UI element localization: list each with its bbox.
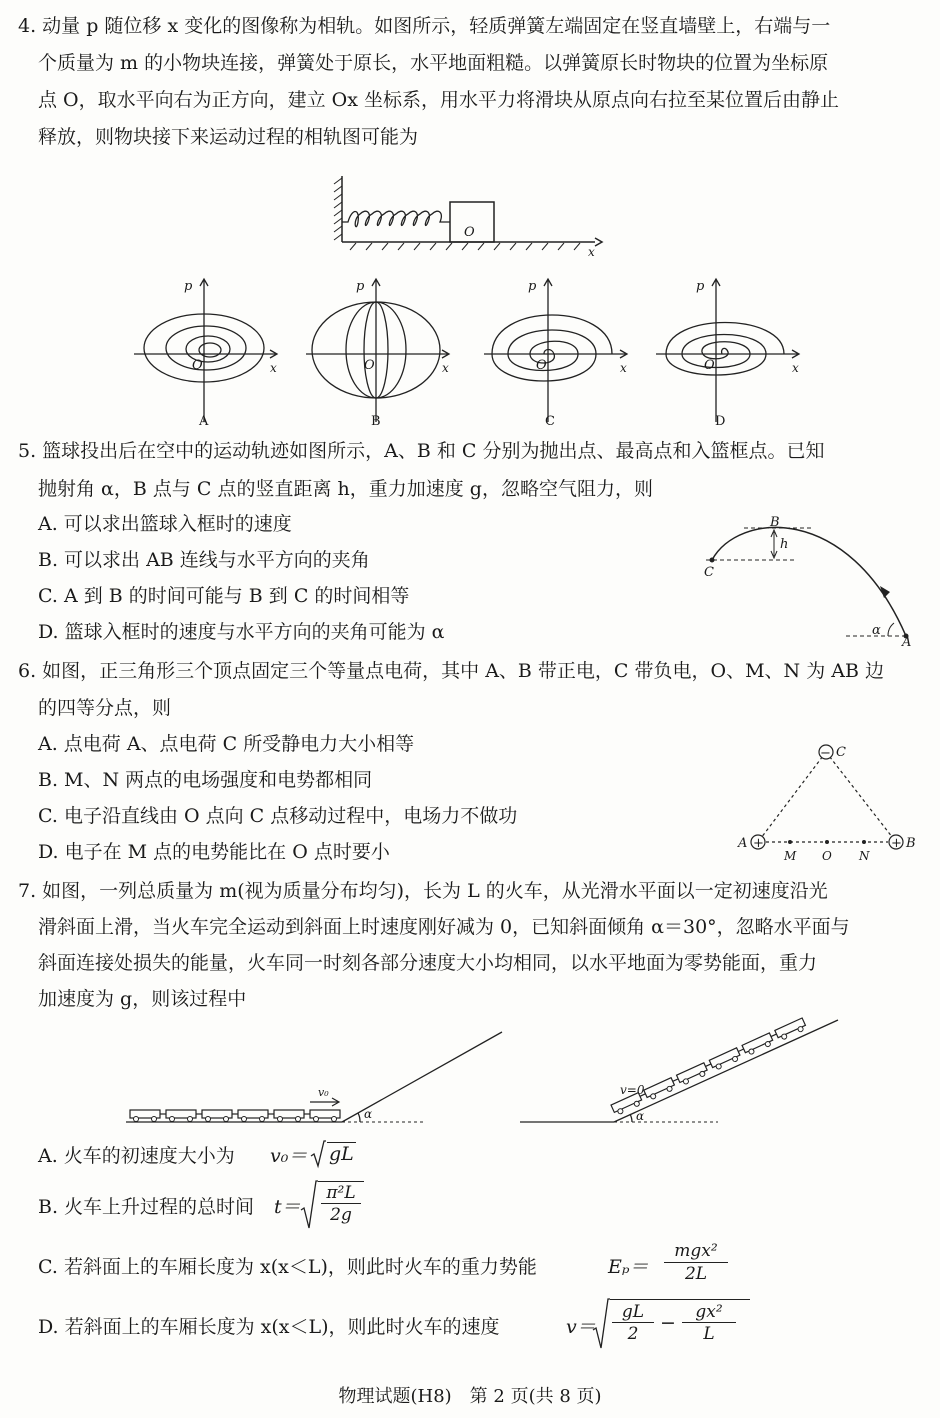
q7-option-a-radicand: gL bbox=[329, 1143, 354, 1165]
graph-a-origin: O bbox=[192, 358, 203, 373]
q5-option-a: A. 可以求出篮球入框时的速度 bbox=[38, 513, 292, 535]
q7-option-b-lhs: t＝ bbox=[274, 1196, 301, 1218]
spring-block-figure bbox=[330, 170, 620, 260]
graph-a-p-label: p bbox=[184, 279, 193, 294]
q7-option-d-lhs: v＝ bbox=[566, 1316, 596, 1338]
q5-option-c: C. A 到 B 的时间可能与 B 到 C 的时间相等 bbox=[38, 585, 410, 607]
phase-graph-b bbox=[300, 272, 460, 432]
velocity-arrow bbox=[310, 1098, 339, 1106]
point-n bbox=[862, 840, 866, 844]
option-a-label: A bbox=[199, 414, 209, 429]
graph-b-p-label: p bbox=[356, 279, 365, 294]
train-final-figure bbox=[518, 1014, 842, 1130]
v-zero-label: v=0 bbox=[620, 1083, 645, 1097]
train-cars bbox=[130, 1110, 340, 1118]
q7-option-d-radicand bbox=[610, 1299, 750, 1350]
basketball-trajectory-figure bbox=[698, 512, 920, 648]
spring bbox=[342, 211, 450, 227]
q5-option-b: B. 可以求出 AB 连线与水平方向的夹角 bbox=[38, 549, 370, 571]
q7-option-d-fraction-1 bbox=[612, 1302, 654, 1345]
q7-option-d-minus: − bbox=[660, 1312, 676, 1334]
option-c-label: C bbox=[545, 414, 555, 429]
q7-option-b-denominator: 2g bbox=[330, 1205, 352, 1225]
label-c: C bbox=[836, 745, 846, 760]
q7-option-d-den-1: 2 bbox=[627, 1324, 639, 1344]
q7-option-c-numerator: mgx² bbox=[664, 1240, 728, 1263]
q4-line-2: 个质量为 m 的小物块连接，弹簧处于原长，水平地面粗糙。以弹簧原长时物块的位置为坐标原 bbox=[38, 52, 829, 74]
graph-c-x-label: x bbox=[620, 361, 627, 375]
q7-option-a-text: A. 火车的初速度大小为 bbox=[38, 1145, 235, 1167]
graph-a-x-label: x bbox=[270, 361, 277, 375]
q7-option-d-num-1: gL bbox=[612, 1302, 654, 1323]
train-initial-figure bbox=[124, 1028, 504, 1130]
radical-sign bbox=[592, 1298, 610, 1350]
page-footer: 物理试题(H8) 第 2 页(共 8 页) bbox=[338, 1386, 602, 1407]
phase-graph-a bbox=[128, 272, 288, 432]
q7-option-c-lhs: Eₚ＝ bbox=[608, 1256, 649, 1278]
alpha-label-left: α bbox=[364, 1107, 373, 1121]
q6-line-1: 6. 如图，正三角形三个顶点固定三个等量点电荷，其中 A、B 带正电，C 带负电，O、M、N 为 AB 边 bbox=[18, 660, 884, 682]
fig-x-label: x bbox=[588, 245, 595, 259]
label-a: A bbox=[738, 836, 748, 851]
radical-sign bbox=[310, 1140, 326, 1168]
q7-line-1: 7. 如图，一列总质量为 m(视为质量分布均匀)，长为 L 的火车，从光滑水平面以一定初速度沿光 bbox=[18, 880, 828, 902]
q4-line-4: 释放，则物块接下来运动过程的相轨图可能为 bbox=[38, 126, 419, 148]
fig-origin-label: O bbox=[464, 225, 475, 240]
q5-option-d: D. 篮球入框时的速度与水平方向的夹角可能为 α bbox=[38, 621, 445, 643]
q7-option-b-radicand bbox=[318, 1181, 364, 1226]
charge-c-sign: − bbox=[820, 746, 831, 761]
q6-option-b: B. M、N 两点的电场强度和电势都相同 bbox=[38, 769, 373, 791]
label-n: N bbox=[859, 849, 870, 863]
alpha-label-right: α bbox=[636, 1109, 645, 1123]
q4-line-3: 点 O，取水平向右为正方向，建立 Ox 坐标系，用水平力将滑块从原点向右拉至某位置后由静止 bbox=[38, 89, 839, 111]
train-cars-on-slope bbox=[611, 1018, 807, 1116]
label-b: B bbox=[770, 515, 780, 530]
q6-line-2: 的四等分点，则 bbox=[38, 697, 172, 719]
radical-sign bbox=[300, 1180, 318, 1230]
option-d-label: D bbox=[715, 414, 726, 429]
charge-b-sign: + bbox=[891, 836, 902, 851]
label-c: C bbox=[704, 565, 714, 580]
triangle-charges-figure bbox=[734, 740, 924, 868]
q7-option-d-num-2: gx² bbox=[682, 1302, 736, 1323]
graph-d-x-label: x bbox=[792, 361, 799, 375]
label-a: A bbox=[902, 635, 912, 650]
charge-a-sign: + bbox=[753, 836, 764, 851]
q5-line-1: 5. 篮球投出后在空中的运动轨迹如图所示，A、B 和 C 分别为抛出点、最高点和入篮框点。已知 bbox=[18, 440, 825, 462]
q6-option-d: D. 电子在 M 点的电势能比在 O 点时要小 bbox=[38, 841, 390, 863]
q7-option-c-fraction bbox=[664, 1240, 728, 1285]
option-b-label: B bbox=[371, 414, 381, 429]
label-b: B bbox=[906, 836, 916, 851]
graph-b-origin: O bbox=[364, 358, 375, 373]
trajectory-curve bbox=[712, 527, 906, 636]
graph-d-p-label: p bbox=[696, 279, 705, 294]
v0-label: v₀ bbox=[318, 1086, 329, 1099]
label-h: h bbox=[780, 537, 789, 552]
label-o: O bbox=[822, 849, 832, 863]
graph-d-origin: O bbox=[704, 358, 715, 373]
label-alpha: α bbox=[872, 623, 881, 638]
q4-line-1: 4. 动量 p 随位移 x 变化的图像称为相轨。如图所示，轻质弹簧左端固定在竖直墙壁上，右端与一 bbox=[18, 15, 831, 37]
point-m bbox=[788, 840, 792, 844]
graph-c-origin: O bbox=[536, 358, 547, 373]
q7-line-2: 滑斜面上滑，当火车完全运动到斜面上时速度刚好减为 0，已知斜面倾角 α＝30°，忽略水平面与 bbox=[38, 916, 850, 938]
q7-option-c-denominator: 2L bbox=[684, 1264, 708, 1284]
q7-option-c-text: C. 若斜面上的车厢长度为 x(x＜L)，则此时火车的重力势能 bbox=[38, 1256, 537, 1278]
q6-option-c: C. 电子沿直线由 O 点向 C 点移动过程中，电场力不做功 bbox=[38, 805, 518, 827]
phase-graph-d bbox=[650, 272, 810, 432]
q7-option-d-den-2: L bbox=[703, 1324, 715, 1344]
q7-line-3: 斜面连接处损失的能量，火车同一时刻各部分速度大小均相同，以水平地面为零势能面，重力 bbox=[38, 952, 818, 974]
q7-option-a-expr: v₀＝ bbox=[270, 1145, 308, 1167]
graph-c-p-label: p bbox=[528, 279, 537, 294]
q7-option-d-text: D. 若斜面上的车厢长度为 x(x＜L)，则此时火车的速度 bbox=[38, 1316, 500, 1338]
phase-graph-c bbox=[478, 272, 638, 432]
q5-line-2: 抛射角 α，B 点与 C 点的竖直距离 h，重力加速度 g，忽略空气阻力，则 bbox=[38, 478, 653, 500]
point-o bbox=[825, 840, 829, 844]
q7-option-b-text: B. 火车上升过程的总时间 bbox=[38, 1196, 255, 1218]
point-c bbox=[710, 558, 715, 563]
q7-option-d-fraction-2 bbox=[682, 1302, 736, 1345]
label-m: M bbox=[784, 849, 797, 863]
q7-option-b-numerator: π²L bbox=[321, 1183, 361, 1204]
q6-option-a: A. 点电荷 A、点电荷 C 所受静电力大小相等 bbox=[38, 733, 415, 755]
graph-b-x-label: x bbox=[442, 361, 449, 375]
q7-line-4: 加速度为 g，则该过程中 bbox=[38, 988, 247, 1010]
